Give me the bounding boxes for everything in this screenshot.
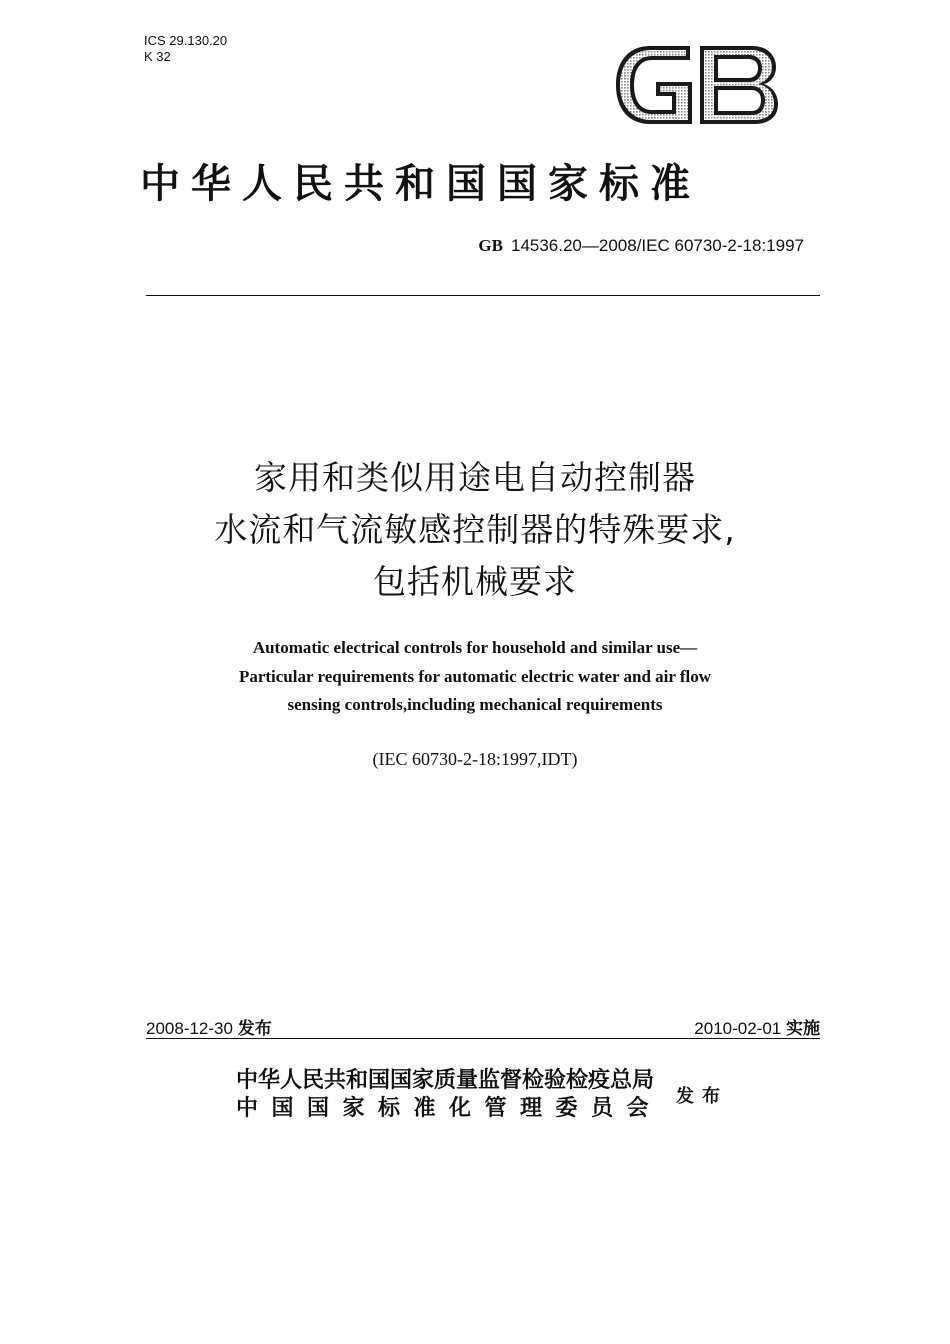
chinese-title xyxy=(0,452,950,608)
classification-code: K 32 xyxy=(144,49,171,64)
implementation-date xyxy=(694,1014,820,1039)
english-title-line-3: sensing controls,including mechanical requirements xyxy=(287,695,663,714)
issuer-line-1: 中华人民共和国国家质量监督检验检疫总局 xyxy=(236,1067,655,1093)
issuer-line-2: 中国国家标准化管理委员会 xyxy=(236,1095,663,1121)
publish-label: 发布 xyxy=(676,1086,728,1107)
implementation-date-value: 2010-02-01 xyxy=(694,1019,782,1038)
gb-logo-icon xyxy=(612,42,780,128)
english-title-line-2: Particular requirements for automatic electric water and air flow xyxy=(238,666,712,686)
standard-number-value: 14536.20—2008/IEC 60730-2-18:1997 xyxy=(510,236,804,255)
top-divider xyxy=(146,295,820,296)
equivalence-note: (IEC 60730-2-18:1997,IDT) xyxy=(372,749,578,769)
issue-date xyxy=(146,1014,272,1039)
issuing-authorities xyxy=(236,1066,662,1122)
standard-number xyxy=(478,236,804,256)
english-title xyxy=(0,634,950,720)
chinese-title-line-1: 家用和类似用途电自动控制器 xyxy=(254,458,696,497)
issue-date-label: 发布 xyxy=(237,1019,272,1039)
national-standard-title: 中华人民共和国国家标准 xyxy=(140,160,701,207)
chinese-title-line-3: 包括机械要求 xyxy=(373,562,577,601)
ics-header xyxy=(144,33,227,65)
chinese-title-line-2: 水流和气流敏感控制器的特殊要求, xyxy=(214,510,736,549)
english-title-line-1: Automatic electrical controls for household and similar use— xyxy=(252,638,698,657)
bottom-divider xyxy=(146,1038,820,1039)
issue-date-value: 2008-12-30 xyxy=(146,1019,233,1038)
implementation-date-label: 实施 xyxy=(786,1019,820,1039)
standard-prefix: GB xyxy=(478,236,503,255)
ics-code: ICS 29.130.20 xyxy=(144,33,228,48)
